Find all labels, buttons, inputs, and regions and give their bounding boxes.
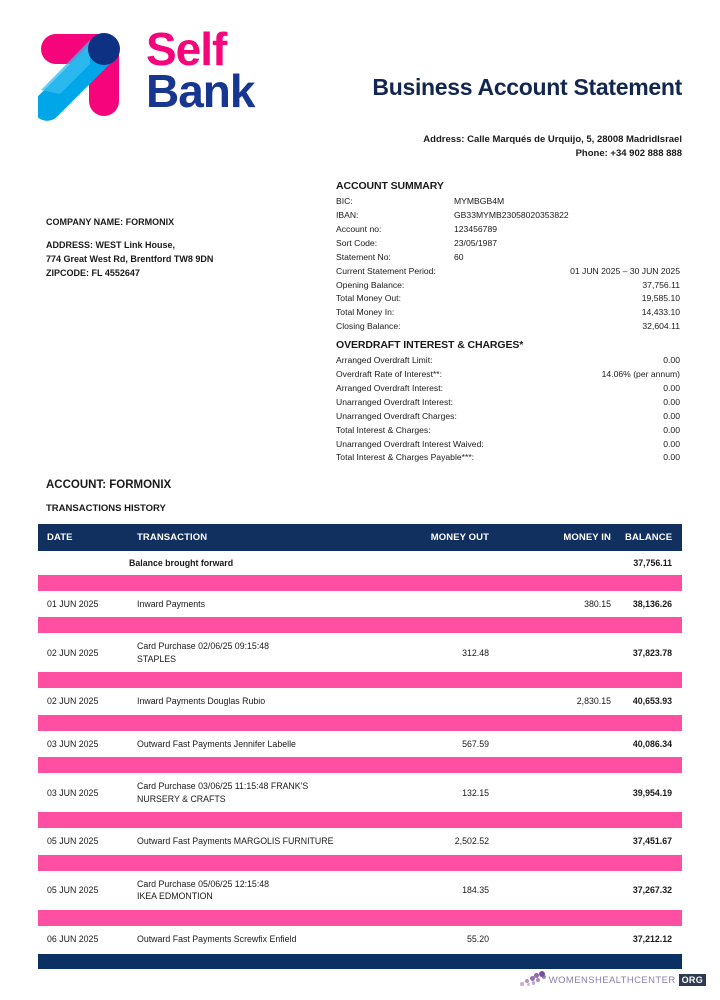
cell-date: 05 JUN 2025 (47, 836, 99, 847)
summary-row-value: 14.06% (per annum) (601, 368, 680, 379)
table-row[interactable] (38, 828, 682, 854)
cell-money-out: 2,502.52 (454, 836, 489, 847)
transaction-line-1: Card Purchase 05/06/25 12:15:48 (137, 878, 270, 889)
table-row[interactable] (38, 591, 682, 617)
cell-balance: 37,451.67 (632, 836, 672, 847)
summary-row-value: 0.00 (663, 382, 680, 393)
summary-row-value: 0.00 (663, 396, 680, 407)
bank-logo (38, 23, 308, 126)
cell-money-out: 184.35 (462, 885, 489, 896)
cell-date: 01 JUN 2025 (47, 599, 99, 609)
summary-row (336, 354, 680, 368)
logo-word-self: Self (146, 23, 227, 75)
bf-money-out (379, 551, 507, 575)
summary-row-value: 19,585.10 (641, 293, 680, 304)
bf-balance: 37,756.11 (633, 558, 672, 568)
cell-date: 02 JUN 2025 (47, 696, 99, 707)
cell-money-in: 2,830.15 (576, 696, 611, 707)
cell-money-out (379, 591, 507, 617)
spacer (46, 230, 296, 239)
watermark-dots-icon (519, 970, 545, 986)
cell-balance: 37,212.12 (632, 933, 672, 944)
summary-row (336, 195, 680, 209)
summary-row-value: 14,433.10 (641, 307, 680, 318)
row-divider-line (38, 855, 682, 871)
summary-row-value: GB33MYMB23058020353822 (454, 209, 569, 220)
transaction-line-1: Outward Fast Payments MARGOLIS FURNITURE (137, 836, 334, 847)
row-divider (38, 617, 682, 633)
summary-row-value: MYMBGB4M (454, 196, 505, 206)
company-name: COMPANY NAME: FORMONIX (46, 217, 175, 227)
row-divider-line (38, 812, 682, 828)
summary-row-label: Unarranged Overdraft Charges: (336, 410, 457, 421)
summary-row (336, 451, 680, 465)
summary-row-value: 32,604.11 (642, 321, 680, 332)
transaction-line-2: NURSERY & CRAFTS (137, 793, 226, 804)
account-label: ACCOUNT: FORMONIX (46, 479, 172, 491)
cell-date: 06 JUN 2025 (47, 933, 99, 944)
row-divider (38, 812, 682, 828)
cell-money-out: 55.20 (466, 933, 489, 944)
transaction-line-2: IKEA EDMONTION (137, 891, 213, 902)
cell-date: 02 JUN 2025 (47, 647, 99, 658)
summary-row (336, 368, 680, 382)
row-divider-line (38, 575, 682, 591)
summary-row (336, 410, 680, 424)
summary-row (336, 424, 680, 438)
summary-row-value: 0.00 (663, 410, 680, 421)
transaction-line-1: Outward Fast Payments Screwfix Enfield (137, 933, 297, 944)
cell-balance: 38,136.26 (632, 599, 672, 609)
transactions-table-body (38, 551, 682, 952)
transaction-line-1: Card Purchase 03/06/25 11:15:48 FRANK'S (137, 781, 309, 792)
cell-money-in (507, 926, 625, 952)
transaction-line-1: Outward Fast Payments Jennifer Labelle (137, 738, 296, 749)
cell-money-out: 567.59 (462, 738, 489, 749)
cell-balance: 37,267.32 (632, 885, 672, 896)
bf-date (38, 551, 129, 575)
column-header-transaction: TRANSACTION (129, 524, 379, 551)
cell-balance: 39,954.19 (632, 787, 672, 798)
row-divider (38, 672, 682, 688)
account-summary-panel (336, 180, 680, 334)
transaction-line-1: Card Purchase 02/06/25 09:15:48 (137, 641, 270, 652)
table-header-row (38, 524, 682, 551)
summary-row-label: Total Interest & Charges: (336, 424, 431, 435)
bank-address: Address: Calle Marqués de Urquijo, 5, 28008 MadridIsrael (423, 134, 682, 145)
cell-balance: 40,086.34 (632, 738, 672, 749)
cell-balance: 37,823.78 (632, 647, 672, 658)
summary-row-label: Overdraft Rate of Interest**: (336, 368, 443, 379)
account-summary-rows (336, 195, 680, 265)
summary-row (336, 209, 680, 223)
summary-row (336, 382, 680, 396)
watermark-footer (519, 970, 706, 986)
cell-date: 05 JUN 2025 (47, 885, 99, 896)
table-row[interactable] (38, 731, 682, 757)
row-divider-line (38, 715, 682, 731)
summary-row-value: 0.00 (663, 438, 680, 449)
summary-row-label: IBAN: (336, 209, 359, 220)
account-summary-title: ACCOUNT SUMMARY (336, 180, 444, 192)
company-address-line-1: ADDRESS: WEST Link House, (46, 239, 176, 250)
row-divider (38, 757, 682, 773)
table-footer-bar (38, 954, 682, 969)
summary-row-value: 01 JUN 2025 – 30 JUN 2025 (570, 265, 680, 276)
self-bank-logo-mark (38, 26, 134, 122)
summary-row-label: Opening Balance: (336, 279, 405, 290)
balance-brought-forward-row (38, 551, 682, 575)
cell-balance: 40,653.93 (632, 696, 672, 707)
cell-date: 03 JUN 2025 (47, 738, 99, 749)
cell-money-in (507, 633, 625, 672)
company-address-line-2: 774 Great West Rd, Brentford TW8 9DN (46, 253, 214, 264)
summary-row-label: BIC: (336, 196, 353, 206)
summary-row-value: 123456789 (454, 223, 498, 234)
row-divider (38, 715, 682, 731)
cell-transaction (129, 731, 379, 757)
cell-money-out (379, 688, 507, 714)
summary-row-value: 0.00 (663, 355, 680, 365)
company-details (46, 216, 296, 281)
row-divider-line (38, 757, 682, 773)
row-divider-line (38, 617, 682, 633)
summary-row (336, 237, 680, 251)
cell-transaction (129, 591, 379, 617)
column-header-date: DATE (38, 524, 129, 551)
summary-row-label: Statement No: (336, 251, 391, 262)
table-row[interactable] (38, 633, 682, 672)
row-divider (38, 575, 682, 591)
summary-row (336, 265, 680, 279)
company-zipcode: ZIPCODE: FL 4552647 (46, 267, 140, 278)
summary-row (336, 320, 680, 334)
bank-contact-block (423, 133, 682, 161)
cell-money-in (507, 871, 625, 910)
watermark-org-badge: ORG (679, 974, 706, 986)
summary-row (336, 438, 680, 452)
row-divider-line (38, 672, 682, 688)
table-row[interactable] (38, 871, 682, 910)
transaction-line-1: Inward Payments Douglas Rubio (137, 696, 266, 707)
summary-row (336, 396, 680, 410)
summary-row (336, 306, 680, 320)
transactions-history-label: TRANSACTIONS HISTORY (46, 503, 166, 514)
summary-row-label: Sort Code: (336, 237, 378, 248)
summary-row-label: Total Interest & Charges Payable***: (336, 452, 475, 463)
overdraft-rows (336, 354, 680, 465)
transaction-line-2: STAPLES (137, 653, 176, 664)
cell-transaction (129, 828, 379, 854)
transaction-line-1: Inward Payments (137, 599, 205, 609)
summary-row-value: 23/05/1987 (454, 237, 498, 248)
summary-row-label: Total Money Out: (336, 293, 401, 304)
column-header-money-in: MONEY IN (507, 524, 625, 551)
summary-row-label: Account no: (336, 223, 382, 234)
logo-wordmark (146, 23, 255, 118)
bf-label: Balance brought forward (129, 558, 234, 568)
bf-money-in (507, 551, 625, 575)
bank-phone: Phone: +34 902 888 888 (575, 147, 682, 159)
column-header-money-out: MONEY OUT (379, 524, 507, 551)
row-divider (38, 910, 682, 926)
summary-row-label: Arranged Overdraft Interest: (336, 382, 443, 393)
summary-row-value: 37,756.11 (642, 279, 680, 290)
summary-row-label: Total Money In: (336, 307, 395, 318)
table-row[interactable] (38, 773, 682, 812)
summary-row-label: Unarranged Overdraft Interest: (336, 396, 454, 407)
transactions-table (38, 524, 682, 952)
page-title: Business Account Statement (372, 74, 682, 100)
cell-transaction (129, 871, 379, 910)
overdraft-panel (336, 339, 680, 465)
column-header-balance: BALANCE (625, 524, 682, 551)
summary-row-value: 60 (454, 251, 464, 262)
summary-row (336, 292, 680, 306)
summary-row-label: Arranged Overdraft Limit: (336, 355, 433, 365)
summary-row (336, 251, 680, 265)
summary-row-label: Closing Balance: (336, 321, 401, 332)
cell-transaction (129, 926, 379, 952)
cell-transaction (129, 688, 379, 714)
transactions-table-head (38, 524, 682, 551)
cell-money-out: 132.15 (462, 787, 489, 798)
summary-row-label: Unarranged Overdraft Interest Waived: (336, 438, 484, 449)
row-divider (38, 855, 682, 871)
summary-row-value: 0.00 (663, 452, 680, 463)
cell-transaction (129, 633, 379, 672)
table-row[interactable] (38, 688, 682, 714)
summary-row-label: Current Statement Period: (336, 265, 436, 276)
row-divider-line (38, 910, 682, 926)
account-summary-right-rows (336, 265, 680, 335)
watermark-text: WOMENSHEALTHCENTER (548, 975, 676, 986)
summary-row-value: 0.00 (663, 424, 680, 435)
table-row[interactable] (38, 926, 682, 952)
summary-row (336, 223, 680, 237)
cell-money-in (507, 828, 625, 854)
cell-money-in (507, 731, 625, 757)
cell-money-in: 380.15 (584, 599, 611, 609)
cell-money-in (507, 773, 625, 812)
cell-date: 03 JUN 2025 (47, 787, 99, 798)
logo-word-bank: Bank (146, 65, 255, 118)
cell-money-out: 312.48 (462, 647, 489, 658)
cell-transaction (129, 773, 379, 812)
overdraft-title: OVERDRAFT INTEREST & CHARGES* (336, 339, 524, 351)
summary-row (336, 279, 680, 293)
